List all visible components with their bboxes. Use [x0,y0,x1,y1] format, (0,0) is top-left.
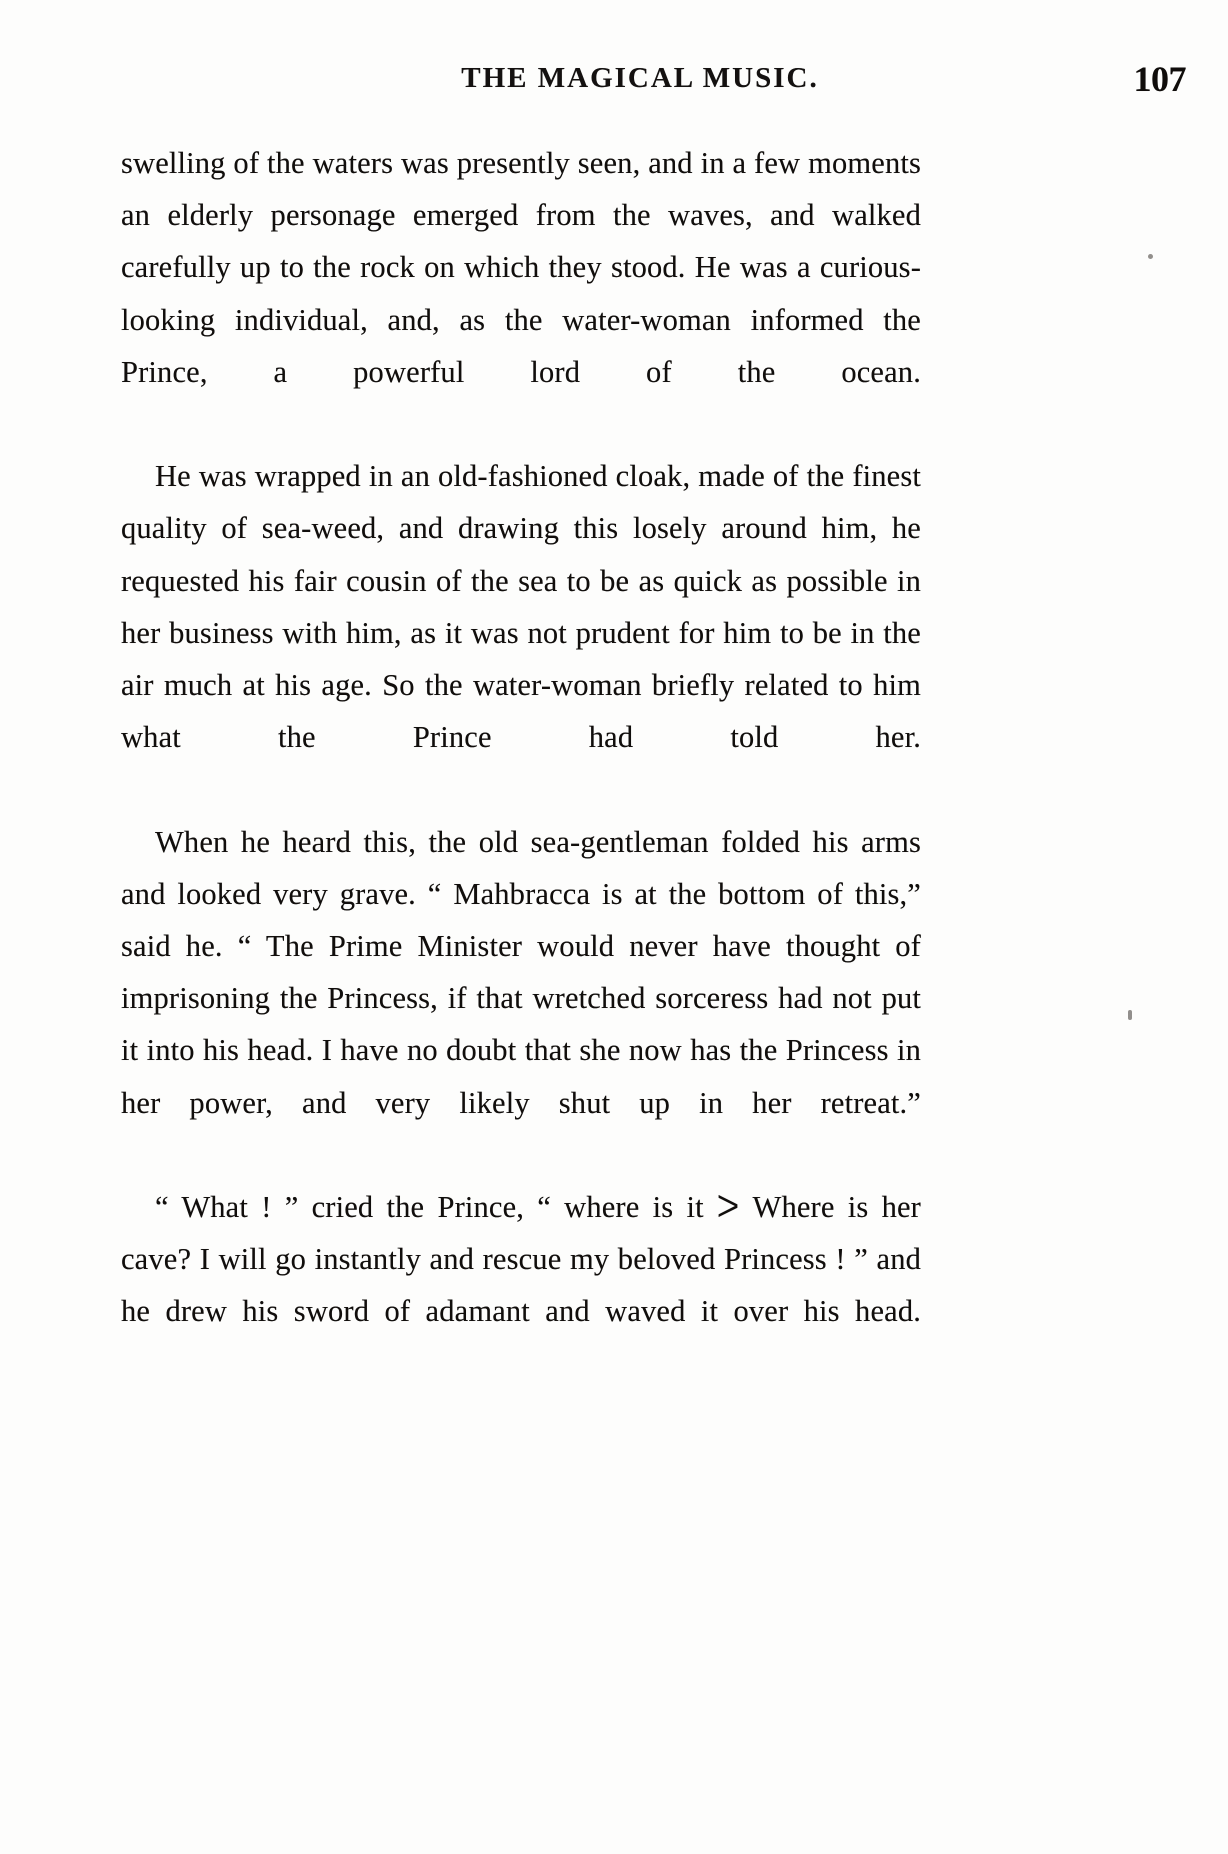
paragraph: When he heard this, the old sea-gentleman folded his arms and looked very grave. “ Mahbracca is at the bottom of this,” said he. “ The Prime Minister would never have thought of imprisoning the Princess, if that wretched sorceress had not put it into his head. I have no doubt that she now has the Princess in her power, and very likely shut up in her retreat.” [121,824,921,1120]
running-title: THE MAGICAL MUSIC. [461,62,819,94]
page-header [130,62,1090,108]
paragraph: “ What ! ” cried the Prince, “ where is it ᐳ Where is her cave? I will go instantly and rescue my beloved Princess ! ” and he drew his sword of adamant and waved it over his head. [121,1190,921,1329]
paragraph: He was wrapped in an old-fashioned cloak, made of the finest quality of sea-weed, and drawing this losely around him, he requested his fair cousin of the sea to be as quick as possible in her business with him, as it was not prudent for him to be in the air much at his age. So the water-woman briefly related to him what the Prince had told her. [121,459,921,755]
body-text [121,137,921,1390]
paper-speck [1128,1010,1132,1020]
paragraph: swelling of the waters was presently seen, and in a few moments an elderly personage emerged from the waves, and walked carefully up to the rock on which they stood. He was a curious-looking individual, and, as the water-woman informed the Prince, a powerful lord of the ocean. [121,146,921,389]
paper-speck [1148,254,1153,259]
page-number: 107 [1133,59,1186,99]
